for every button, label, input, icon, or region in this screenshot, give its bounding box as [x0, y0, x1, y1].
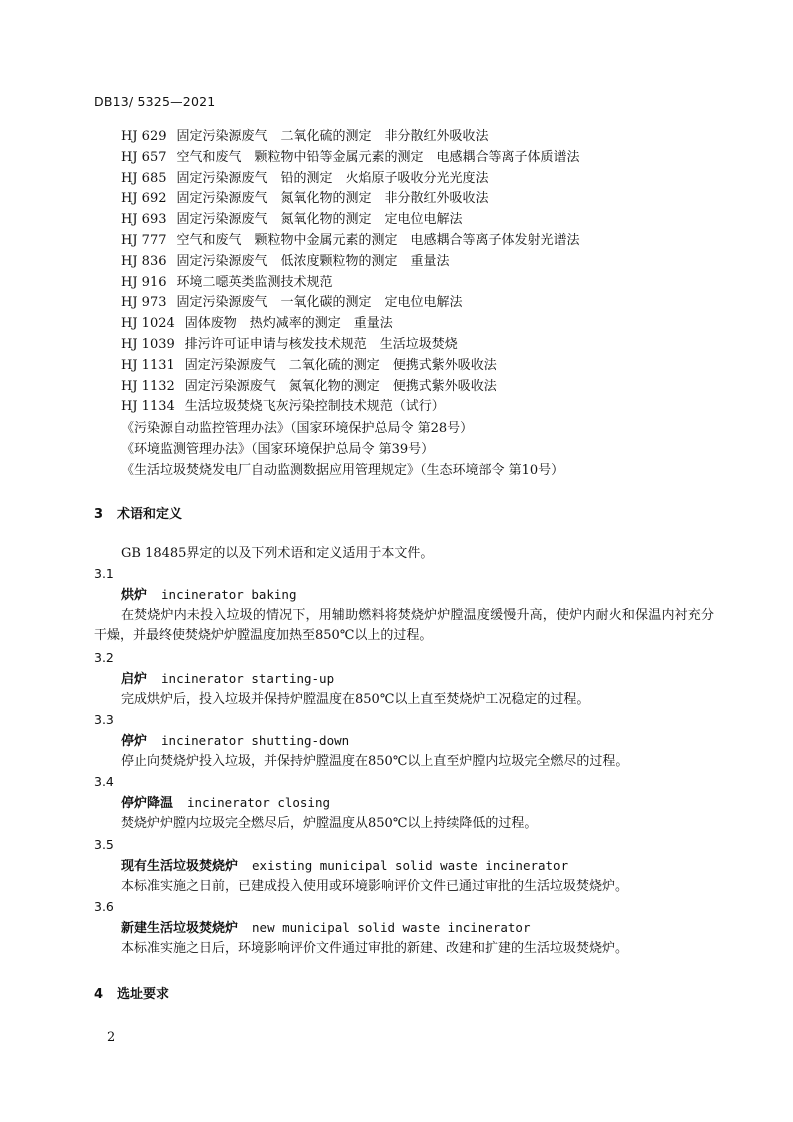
ref-title: 空气和废气 颗粒物中金属元素的测定 电感耦合等离子体发射光谱法 [176, 232, 580, 248]
term-entry [94, 835, 714, 897]
ref-code: HJ 777 [121, 232, 167, 248]
term-definition: 焚烧炉炉膛内垃圾完全燃尽后，炉膛温度从850℃以上持续降低的过程。 [121, 815, 538, 831]
term-definition: 本标准实施之日后，环境影响评价文件通过审批的新建、改建和扩建的生活垃圾焚烧炉。 [121, 940, 629, 956]
section-title: 术语和定义 [117, 507, 183, 522]
ref-code: HJ 1134 [121, 399, 175, 415]
term-cn: 新建生活垃圾焚烧炉 [121, 920, 239, 936]
list-item [121, 356, 580, 377]
ref-title: 固定污染源废气 氮氧化物的测定 定电位电解法 [176, 212, 463, 228]
term-number: 3.4 [94, 774, 114, 789]
normative-references-list [121, 127, 580, 418]
term-name [121, 585, 714, 606]
list-item [121, 169, 580, 190]
list-item: 《环境监测管理办法》（国家环境保护总局令 第39号） [121, 441, 435, 457]
ref-title: 生活垃圾焚烧飞灰污染控制技术规范（试行） [184, 399, 445, 415]
term-name [121, 856, 714, 877]
section-4-heading [94, 983, 169, 1002]
list-item [121, 314, 580, 335]
ref-title: 固定污染源废气 低浓度颗粒物的测定 重量法 [176, 253, 450, 269]
term-en: incinerator starting-up [161, 670, 335, 686]
section-number: 3 [94, 507, 104, 522]
ref-code: HJ 685 [121, 170, 167, 186]
ref-title: 空气和废气 颗粒物中铅等金属元素的测定 电感耦合等离子体质谱法 [176, 149, 580, 165]
term-cn: 现有生活垃圾焚烧炉 [121, 858, 239, 874]
ref-title: 固定污染源废气 氮氧化物的测定 非分散红外吸收法 [176, 191, 489, 207]
section-title: 选址要求 [117, 987, 170, 1002]
ref-title: 固定污染源废气 铅的测定 火焰原子吸收分光光度法 [176, 170, 489, 186]
term-number: 3.1 [94, 566, 114, 581]
ref-title: 排污许可证申请与核发技术规范 生活垃圾焚烧 [184, 336, 458, 352]
term-name [121, 918, 714, 939]
term-cn: 停炉 [121, 733, 148, 749]
term-number: 3.5 [94, 837, 114, 852]
list-item [121, 210, 580, 231]
ref-code: HJ 629 [121, 129, 167, 144]
term-en: new municipal solid waste incinerator [252, 919, 531, 935]
ref-code: HJ 1132 [121, 378, 175, 394]
list-item [121, 293, 580, 314]
term-entry [94, 897, 714, 959]
list-item [121, 189, 580, 210]
list-item [121, 148, 580, 169]
ref-code: HJ 836 [121, 253, 167, 269]
term-cn: 启炉 [121, 671, 148, 687]
list-item: 《污染源自动监控管理办法》（国家环境保护总局令 第28号） [121, 421, 474, 436]
ref-code: HJ 692 [121, 191, 167, 207]
ref-title: 固体废物 热灼减率的测定 重量法 [184, 316, 393, 332]
term-en: existing municipal solid waste incinerator [252, 857, 569, 873]
ref-code: HJ 1039 [121, 336, 175, 352]
term-en: incinerator closing [187, 794, 331, 810]
ref-code: HJ 1024 [121, 316, 175, 332]
term-number: 3.3 [94, 712, 114, 727]
term-cn: 烘炉 [121, 587, 148, 603]
term-definition: 本标准实施之日前，已建成投入使用或环境影响评价文件已通过审批的生活垃圾焚烧炉。 [121, 878, 629, 894]
term-number: 3.2 [94, 650, 114, 665]
term-en: incinerator shutting-down [161, 732, 350, 748]
term-name [121, 731, 714, 752]
ref-code: HJ 657 [121, 149, 167, 165]
term-cn: 停炉降温 [121, 795, 174, 811]
term-entry [94, 772, 714, 834]
list-item [121, 231, 580, 252]
ref-title: 固定污染源废气 一氧化碳的测定 定电位电解法 [176, 295, 463, 311]
list-item [121, 377, 580, 398]
term-entry [94, 710, 714, 772]
term-definition: 停止向焚烧炉投入垃圾，并保持炉膛温度在850℃以上直至炉膛内垃圾完全燃尽的过程。 [121, 753, 629, 769]
term-name [121, 793, 714, 814]
regulations-list [121, 419, 564, 481]
ref-code: HJ 693 [121, 212, 167, 228]
document-standard-number: DB13/ 5325—2021 [94, 94, 216, 109]
list-item [121, 273, 580, 294]
list-item: 《生活垃圾焚烧发电厂自动监测数据应用管理规定》（生态环境部令 第10号） [121, 462, 565, 478]
term-number: 3.6 [94, 899, 114, 914]
section-number: 4 [94, 987, 104, 1002]
ref-title: 固定污染源废气 氮氧化物的测定 便携式紫外吸收法 [184, 378, 497, 394]
ref-code: HJ 1131 [121, 357, 175, 373]
page-number: 2 [107, 1030, 116, 1045]
term-definition: 完成烘炉后，投入垃圾并保持炉膛温度在850℃以上直至焚烧炉工况稳定的过程。 [121, 691, 590, 707]
ref-code: HJ 916 [121, 274, 167, 290]
ref-title: 固定污染源废气 二氧化硫的测定 非分散红外吸收法 [176, 129, 489, 144]
term-name [121, 669, 714, 690]
ref-code: HJ 973 [121, 295, 167, 311]
list-item [121, 127, 580, 148]
ref-title: 固定污染源废气 二氧化硫的测定 便携式紫外吸收法 [184, 357, 497, 373]
term-definition: 在焚烧炉内未投入垃圾的情况下，用辅助燃料将焚烧炉炉膛温度缓慢升高，使炉内耐火和保温内衬充分干燥，并最终使焚烧炉炉膛温度加热至850℃以上的过程。 [94, 607, 714, 644]
section-3-heading [94, 503, 182, 522]
list-item [121, 397, 580, 418]
term-en: incinerator baking [161, 586, 297, 602]
list-item [121, 335, 580, 356]
ref-title: 环境二噁英类监测技术规范 [176, 274, 333, 290]
term-entry [94, 648, 714, 710]
term-entry [94, 564, 714, 647]
section-3-intro: GB 18485界定的以及下列术语和定义适用于本文件。 [121, 546, 434, 561]
list-item [121, 252, 580, 273]
